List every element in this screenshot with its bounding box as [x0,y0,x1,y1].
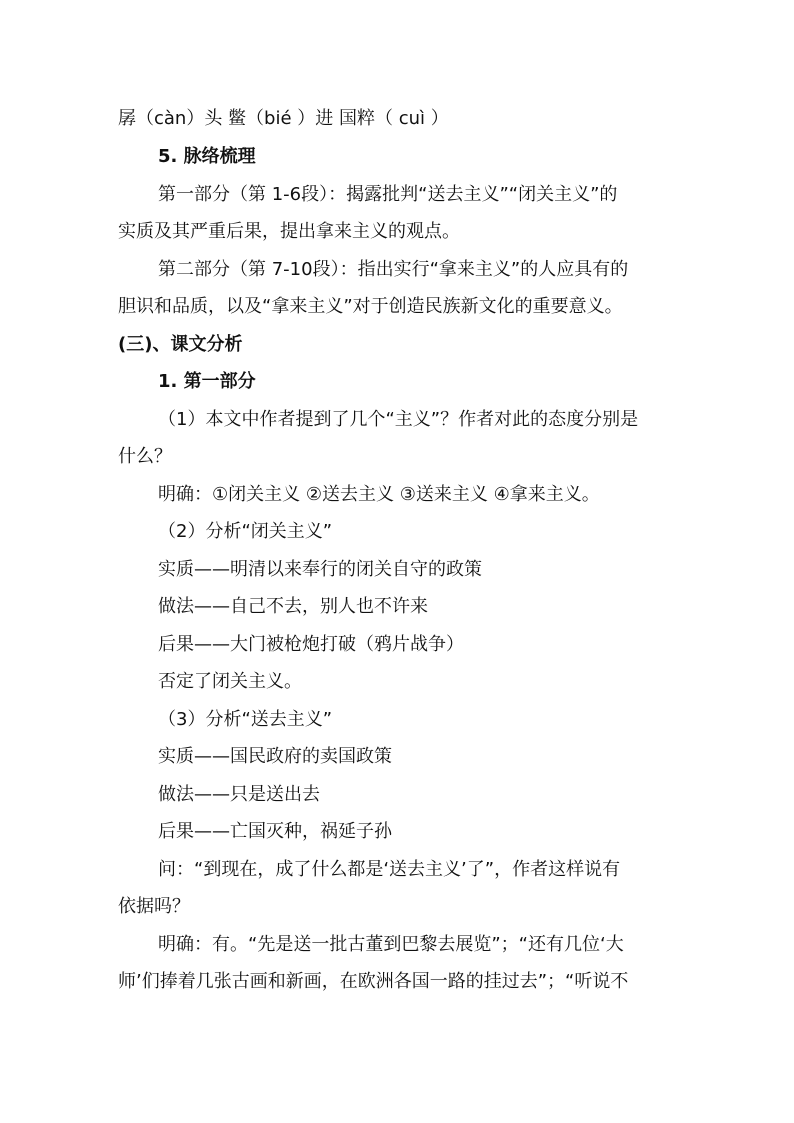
text-line-13: 实质——明清以来奉行的闭关自守的政策 [158,559,482,580]
text-line-14: 做法——自己不去，别人也不许来 [158,596,428,617]
section-heading-3: (三)、课文分析 [118,334,243,355]
subsection-heading-1: 1. 第一部分 [158,371,256,392]
text-line-5: 第二部分（第 7-10段）：指出实行“拿来主义”的人应具有的 [158,259,629,280]
text-line-15: 后果——大门被枪炮打破（鸦片战争） [158,634,464,655]
text-line-3: 第一部分（第 1-6段）：揭露批判“送去主义”“闭关主义”的 [158,184,618,205]
text-line-6: 胆识和品质，以及“拿来主义”对于创造民族新文化的重要意义。 [118,296,623,317]
text-line-18: 实质——国民政府的卖国政策 [158,746,392,767]
text-line-12: （2）分析“闭关主义” [158,521,333,542]
text-line-22: 依据吗？ [118,896,190,917]
text-line-21: 问：“到现在，成了什么都是‘送去主义’了”，作者这样说有 [158,859,621,880]
text-line-1: 孱（càn）头 鳖（bié ）进 国粹（ cuì ） [118,108,449,129]
text-line-16: 否定了闭关主义。 [158,671,302,692]
text-line-4: 实质及其严重后果，提出拿来主义的观点。 [118,221,460,242]
text-line-17: （3）分析“送去主义” [158,709,333,730]
text-line-11: 明确：①闭关主义 ②送去主义 ③送来主义 ④拿来主义。 [158,484,600,505]
text-line-20: 后果——亡国灭种，祸延子孙 [158,821,392,842]
text-line-9: （1）本文中作者提到了几个“主义”？作者对此的态度分别是 [158,409,639,430]
section-heading-5: 5. 脉络梳理 [158,146,256,167]
text-line-23: 明确：有。“先是送一批古董到巴黎去展览”；“还有几位‘大 [158,934,624,955]
text-line-24: 师’们捧着几张古画和新画，在欧洲各国一路的挂过去”；“听说不 [118,971,629,992]
text-line-10: 什么？ [118,446,172,467]
text-line-19: 做法——只是送出去 [158,784,320,805]
